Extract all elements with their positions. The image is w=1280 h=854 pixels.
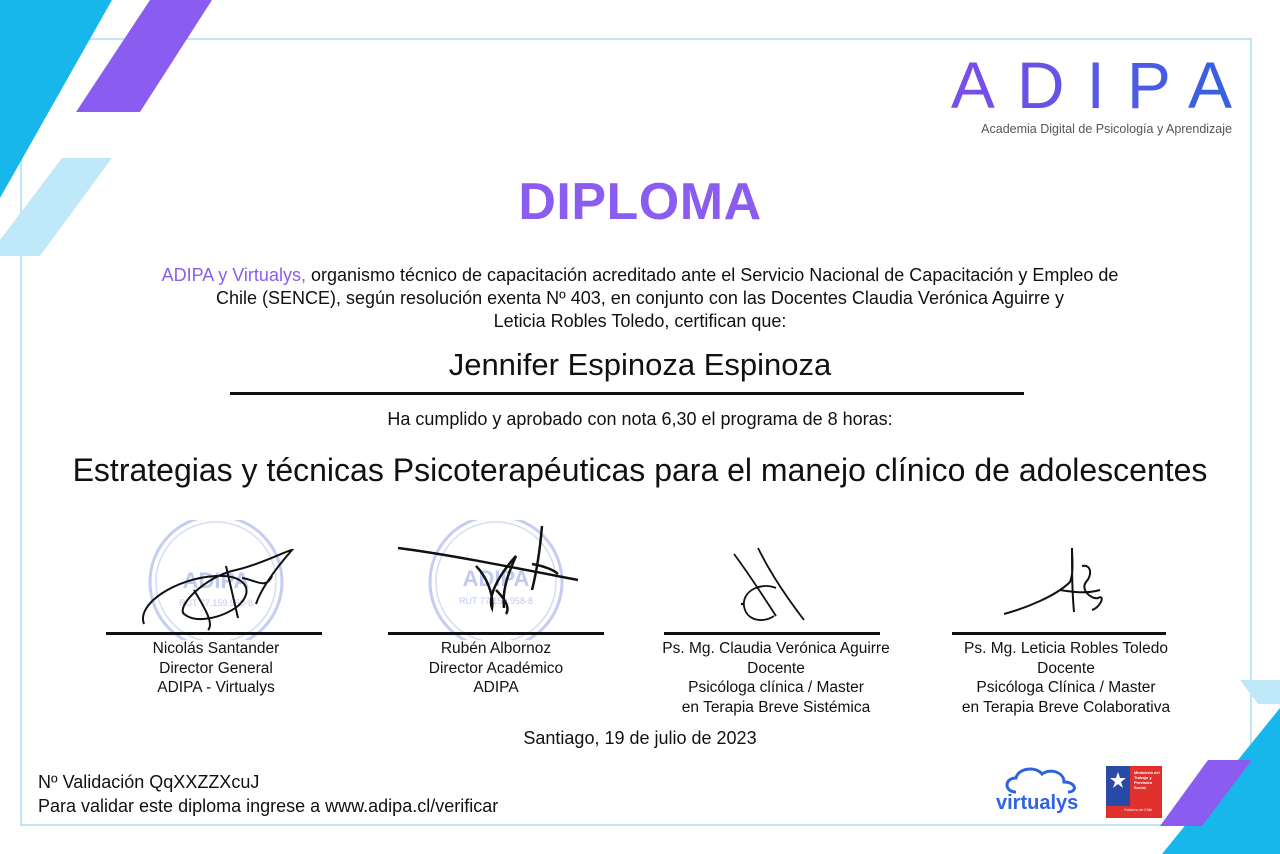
intro-line-3: Leticia Robles Toledo, certifican que: [493,311,787,331]
validation-info [38,770,498,818]
ministry-name: Ministerio del Trabajo y Previsión Social [1134,770,1160,790]
signatory-info [626,639,926,717]
program-title: Estrategias y técnicas Psicoterapéuticas para el manejo clínico de adolescentes [72,452,1208,488]
logo-subtitle: Academia Digital de Psicología y Aprendizaje [981,122,1232,136]
signatory-info [916,639,1216,717]
signatory-title: Director General [159,659,273,677]
signatory-academic-director [346,520,646,720]
issuer-names: ADIPA y Virtualys, [161,265,306,285]
signatory-info [66,639,366,698]
signatory-name: Rubén Albornoz [440,640,552,657]
signatory-organization: ADIPA [473,679,519,696]
signature-line [106,632,322,635]
stamp-label: ADIPA [462,566,530,591]
logo-wordmark: ADIPA [950,48,1254,122]
issue-place-date: Santiago, 19 de julio de 2023 [523,728,757,748]
signatory-info [346,639,646,698]
recipient-underline [230,392,1024,395]
signatory-name: Ps. Mg. Leticia Robles Toledo [964,640,1168,657]
validation-instructions: Para validar este diploma ingrese a www.adipa.cl/verificar [38,796,499,816]
validation-code: Nº Validación QqXXZZXcuJ [38,772,260,792]
signatory-title: Docente [1037,659,1095,677]
signature-line [664,632,880,635]
handwritten-signature [916,520,1216,640]
handwritten-signature [626,520,926,640]
recipient-name: Jennifer Espinoza Espinoza [448,347,832,382]
signatory-name: Nicolás Santander [152,640,280,657]
signatory-specialty: Psicóloga clínica / Master [688,679,864,696]
signatory-specialty: Psicóloga Clínica / Master [976,679,1156,696]
signatory-specialty-2: en Terapia Breve Colaborativa [961,698,1171,716]
signature-line [388,632,604,635]
intro-line-1: organismo técnico de capacitación acreditado ante el Servicio Nacional de Capacitación y Empleo de [305,265,1119,285]
diploma-title: DIPLOMA [518,173,762,231]
signatory-teacher-aguirre [626,520,926,720]
certification-statement [100,264,1180,333]
cloud-icon [996,764,1096,794]
signatory-specialty-2: en Terapia Breve Sistémica [681,698,871,716]
intro-line-2: Chile (SENCE), según resolución exenta Nº 403, en conjunto con las Docentes Claudia Verónica Aguirre y [215,288,1065,308]
signatory-organization: ADIPA - Virtualys [157,679,275,696]
government-label: Gobierno de Chile [1124,808,1153,812]
signature-line [952,632,1166,635]
adipa-logo [950,48,1254,136]
ministry-logo [1106,766,1162,818]
signatory-director-general [66,520,366,720]
virtualys-logo [996,764,1096,820]
completion-statement: Ha cumplido y aprobado con nota 6,30 el programa de 8 horas: [387,409,893,429]
stamp-rut: RUT 77.159.958-8 [459,596,533,606]
virtualys-wordmark: virtualys [996,792,1079,814]
signatory-name: Ps. Mg. Claudia Verónica Aguirre [662,640,890,657]
official-stamp [346,520,646,640]
stamp-rut: RUT 77.159.958-8 [179,598,253,608]
stamp-label: ADIPA [182,568,250,593]
signatory-teacher-robles [916,520,1216,720]
signatory-title: Docente [747,659,805,677]
official-stamp [66,520,366,640]
signatory-title: Director Académico [428,659,564,677]
